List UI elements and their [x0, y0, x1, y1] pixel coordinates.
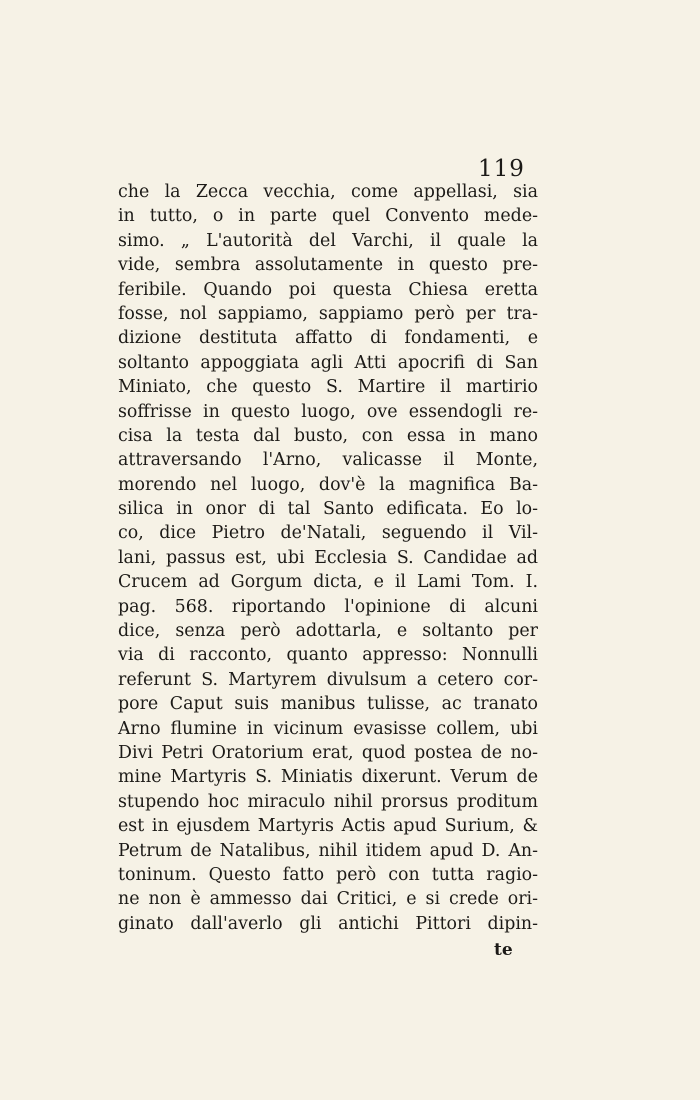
text-line: Petrum de Natalibus, nihil itidem apud D. An-: [118, 840, 538, 861]
text-line: Divi Petri Oratorium erat, quod postea de no-: [118, 742, 538, 763]
text-line: via di racconto, quanto appresso: Nonnulli: [118, 645, 538, 666]
text-line: feribile. Quando poi questa Chiesa eretta: [118, 279, 538, 300]
text-line: simo. „ L'autorità del Varchi, il quale la: [118, 230, 538, 251]
text-line: che la Zecca vecchia, come appellasi, sia: [118, 182, 538, 202]
text-line: referunt S. Martyrem divulsum a cetero cor-: [118, 669, 538, 690]
text-line: est in ejusdem Martyris Actis apud Surium, &: [118, 816, 538, 837]
text-line: dice, senza però adottarla, e soltanto per: [118, 621, 538, 642]
text-line: soffrisse in questo luogo, ove essendogli re-: [118, 401, 538, 422]
text-line: vide, sembra assolutamente in questo pre-: [118, 255, 538, 276]
text-line: Arno flumine in vicinum evasisse collem, ubi: [118, 718, 538, 739]
text-line: ne non è ammesso dai Critici, e si crede ori-: [118, 889, 538, 910]
text-line: morendo nel luogo, dov'è la magnifica Ba-: [118, 474, 538, 495]
text-line: toninum. Questo fatto però con tutta ragio-: [118, 864, 538, 885]
text-line: Miniato, che questo S. Martire il martirio: [118, 377, 538, 398]
text-line: lani, passus est, ubi Ecclesia S. Candidae ad: [118, 547, 538, 568]
body-text: [118, 180, 538, 936]
text-line: in tutto, o in parte quel Convento mede-: [118, 206, 538, 227]
text-line: co, dice Pietro de'Natali, seguendo il Vil-: [118, 523, 538, 544]
text-line: attraversando l'Arno, valicasse il Monte,: [118, 450, 538, 471]
text-line: fosse, nol sappiamo, sappiamo però per tra-: [118, 303, 538, 324]
text-line: mine Martyris S. Miniatis dixerunt. Verum de: [118, 767, 538, 788]
text-line: stupendo hoc miraculo nihil prorsus proditum: [118, 791, 538, 812]
text-line: cisa la testa dal busto, con essa in mano: [118, 425, 538, 446]
text-line: pag. 568. riportando l'opinione di alcuni: [118, 596, 538, 617]
text-line: ginato dall'averlo gli antichi Pittori dipin-: [118, 913, 538, 934]
catchword: te: [494, 940, 513, 960]
page-number: 119: [478, 156, 525, 182]
text-line: pore Caput suis manibus tulisse, ac tranato: [118, 694, 538, 715]
text-line: silica in onor di tal Santo edificata. Eo lo-: [118, 499, 538, 520]
text-line: soltanto appoggiata agli Atti apocrifi di San: [118, 352, 538, 373]
text-line: dizione destituta affatto di fondamenti, e: [118, 328, 538, 349]
text-line: Crucem ad Gorgum dicta, e il Lami Tom. I.: [118, 572, 538, 593]
